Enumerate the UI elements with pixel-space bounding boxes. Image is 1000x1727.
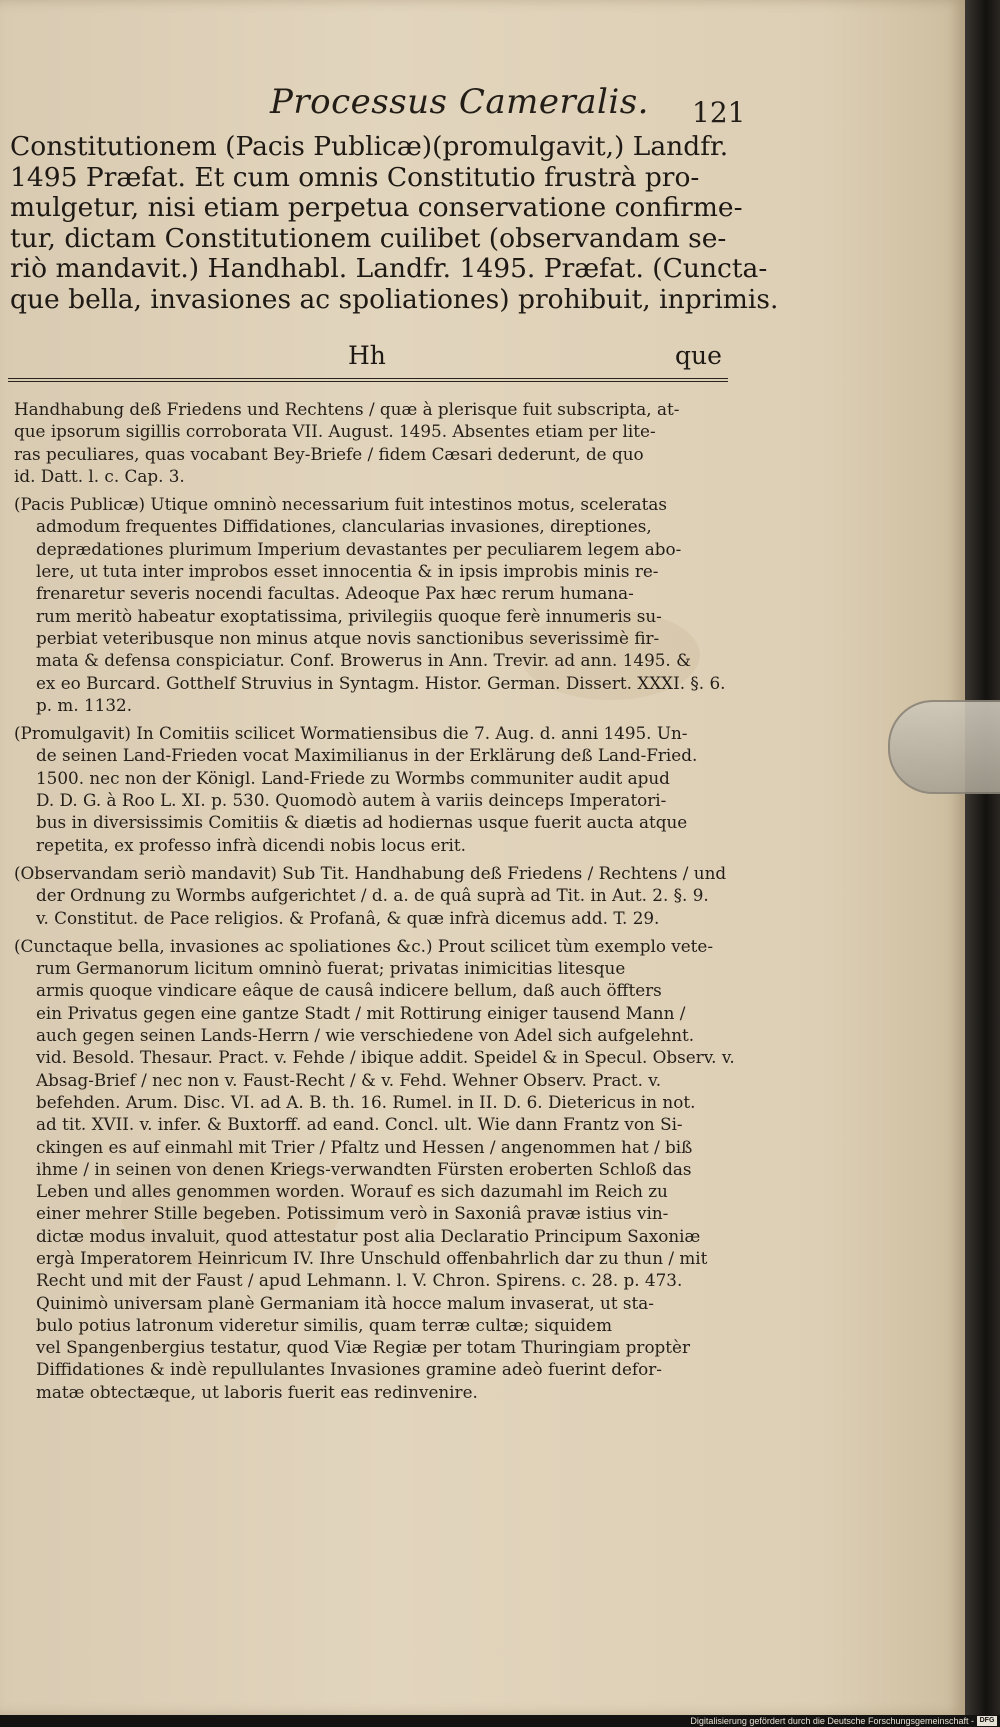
dfg-logo-icon: DFG	[977, 1716, 997, 1726]
footnote	[14, 862, 729, 929]
footnote	[14, 493, 729, 716]
footnote-line: armis quoque vindicare eâque de causâ indicere bellum, daß auch öffters	[36, 980, 662, 1001]
footnote-line: D. D. G. à Roo L. XI. p. 530. Quomodò autem à variis deinceps Imperatori-	[36, 790, 667, 811]
digitization-footer	[0, 1715, 1000, 1727]
footnote-line: Quinimò universam planè Germaniam ità hocce malum invaserat, ut sta-	[36, 1292, 654, 1313]
footnote	[14, 935, 735, 1403]
footnote-line: dictæ modus invaluit, quod attestatur post alia Declaratio Principum Saxoniæ	[36, 1225, 701, 1246]
footnote-line: Diffidationes & indè repullulantes Invasiones gramine adeò fuerint defor-	[36, 1359, 662, 1380]
footnote-line: ckingen es auf einmahl mit Trier / Pfaltz und Hessen / angenommen hat / biß	[36, 1136, 693, 1157]
footnote-line: perbiat veteribusque non minus atque novis sanctionibus severissimè fir-	[36, 627, 660, 648]
main-text-block	[10, 131, 779, 315]
footnote-line: (Cunctaque bella, invasiones ac spoliationes &c.) Prout scilicet tùm exemplo vete-	[14, 935, 714, 956]
main-text-line: Constitutionem (Pacis Publicæ)(promulgavit,) Landfr.	[10, 131, 729, 162]
footnote-line: rum meritò habeatur exoptatissima, privilegiis quoque ferè innumeris su-	[36, 605, 662, 626]
footnote-line: id. Datt. l. c. Cap. 3.	[14, 465, 185, 486]
page-header	[60, 82, 740, 128]
bookmark-clip	[888, 700, 1000, 794]
catchword: que	[675, 341, 722, 370]
footnote-line: ras peculiares, quas vocabant Bey-Briefe / fidem Cæsari dederunt, de quo	[14, 443, 644, 464]
footnote-divider	[8, 378, 728, 382]
main-text-line: que bella, invasiones ac spoliationes) prohibuit, inprimis.	[10, 283, 779, 315]
footnote	[14, 722, 729, 856]
footnote-line: 1500. nec non der Königl. Land-Friede zu Wormbs communiter audit apud	[36, 767, 670, 788]
funding-credit: Digitalisierung gefördert durch die Deutsche Forschungsgemeinschaft -	[690, 1716, 974, 1726]
footnote-line: deprædationes plurimum Imperium devastantes per peculiarem legem abo-	[36, 538, 682, 559]
footnote-line: auch gegen seinen Lands-Herrn / wie verschiedene von Adel sich aufgelehnt.	[36, 1025, 695, 1046]
footnote-line: (Pacis Publicæ) Utique omninò necessarium fuit intestinos motus, sceleratas	[14, 494, 668, 515]
footnote-line: bus in diversissimis Comitiis & diætis ad hodiernas usque fuerit aucta atque	[36, 812, 688, 833]
book-binding	[965, 0, 1000, 1715]
footnote-line: ergà Imperatorem Heinricum IV. Ihre Unschuld offenbahrlich dar zu thun / mit	[36, 1247, 708, 1268]
footnote-line: mata & defensa conspiciatur. Conf. Browerus in Ann. Trevir. ad ann. 1495. &	[36, 650, 692, 671]
main-text-line: 1495 Præfat. Et cum omnis Constitutio frustrà pro-	[10, 161, 700, 193]
footnote-line: p. m. 1132.	[36, 694, 133, 715]
footnote-line: ex eo Burcard. Gotthelf Struvius in Syntagm. Histor. German. Dissert. XXXI. §. 6.	[36, 672, 726, 693]
footnote-line: vel Spangenbergius testatur, quod Viæ Regiæ per totam Thuringiam proptèr	[36, 1337, 690, 1358]
main-text-line: mulgetur, nisi etiam perpetua conservatione confirme-	[10, 192, 743, 223]
footnote	[14, 398, 729, 487]
running-title: Processus Cameralis.	[270, 82, 649, 122]
footnote-line: Handhabung deß Friedens und Rechtens / quæ à plerisque fuit subscripta, at-	[14, 399, 680, 419]
footnote-line: befehden. Arum. Disc. VI. ad A. B. th. 16. Rumel. in II. D. 6. Dietericus in not.	[36, 1091, 696, 1112]
footnote-line: (Promulgavit) In Comitiis scilicet Wormatiensibus die 7. Aug. d. anni 1495. Un-	[14, 723, 688, 744]
footnote-line: ihme / in seinen von denen Kriegs-verwandten Fürsten eroberten Schloß das	[36, 1158, 692, 1179]
footnote-line: repetita, ex professo infrà dicendi nobis locus erit.	[36, 834, 466, 855]
footnote-line: bulo potius latronum videretur similis, quam terræ cultæ; siquidem	[36, 1314, 613, 1335]
main-text-line: tur, dictam Constitutionem cuilibet (observandam se-	[10, 222, 727, 254]
footnote-line: matæ obtectæque, ut laboris fuerit eas redinvenire.	[36, 1381, 478, 1402]
signature-mark: Hh	[348, 341, 386, 370]
footnote-line: der Ordnung zu Wormbs aufgerichtet / d. a. de quâ suprà ad Tit. in Aut. 2. §. 9.	[36, 885, 709, 906]
footnote-line: Leben und alles genommen worden. Worauf es sich dazumahl im Reich zu	[36, 1181, 668, 1202]
footnote-line: vid. Besold. Thesaur. Pract. v. Fehde / ibique addit. Speidel & in Specul. Observ. v.	[36, 1047, 735, 1068]
footnote-line: v. Constitut. de Pace religios. & Profanâ, & quæ infrà dicemus add. T. 29.	[36, 907, 660, 928]
footnote-line: (Observandam seriò mandavit) Sub Tit. Handhabung deß Friedens / Rechtens / und	[14, 862, 727, 883]
footnote-line: frenaretur severis nocendi facultas. Adeoque Pax hæc rerum humana-	[36, 583, 634, 604]
footnote-line: admodum frequentes Diffidationes, clancularias invasiones, direptiones,	[36, 516, 652, 537]
footnote-line: Absag-Brief / nec non v. Faust-Recht / & v. Fehd. Wehner Observ. Pract. v.	[36, 1069, 662, 1090]
page-number: 121	[692, 96, 746, 129]
footnote-line: de seinen Land-Frieden vocat Maximilianus in der Erklärung deß Land-Fried.	[36, 745, 698, 766]
footnotes-block	[14, 398, 735, 1409]
footnote-line: einer mehrer Stille begeben. Potissimum verò in Saxoniâ pravæ istius vin-	[36, 1203, 669, 1224]
footnote-line: lere, ut tuta inter improbos esset innocentia & in ipsis improbis minis re-	[36, 561, 659, 582]
footnote-line: ad tit. XVII. v. infer. & Buxtorff. ad eand. Concl. ult. Wie dann Frantz von Si-	[36, 1114, 683, 1135]
footnote-line: ein Privatus gegen eine gantze Stadt / mit Rottirung einiger tausend Mann /	[36, 1002, 686, 1023]
footnote-line: que ipsorum sigillis corroborata VII. August. 1495. Absentes etiam per lite-	[14, 421, 656, 442]
footnote-line: Recht und mit der Faust / apud Lehmann. l. V. Chron. Spirens. c. 28. p. 473.	[36, 1270, 683, 1291]
footnote-line: rum Germanorum licitum omninò fuerat; privatas inimicitias litesque	[36, 958, 626, 979]
main-text-line: riò mandavit.) Handhabl. Landfr. 1495. Præfat. (Cuncta-	[10, 253, 768, 284]
